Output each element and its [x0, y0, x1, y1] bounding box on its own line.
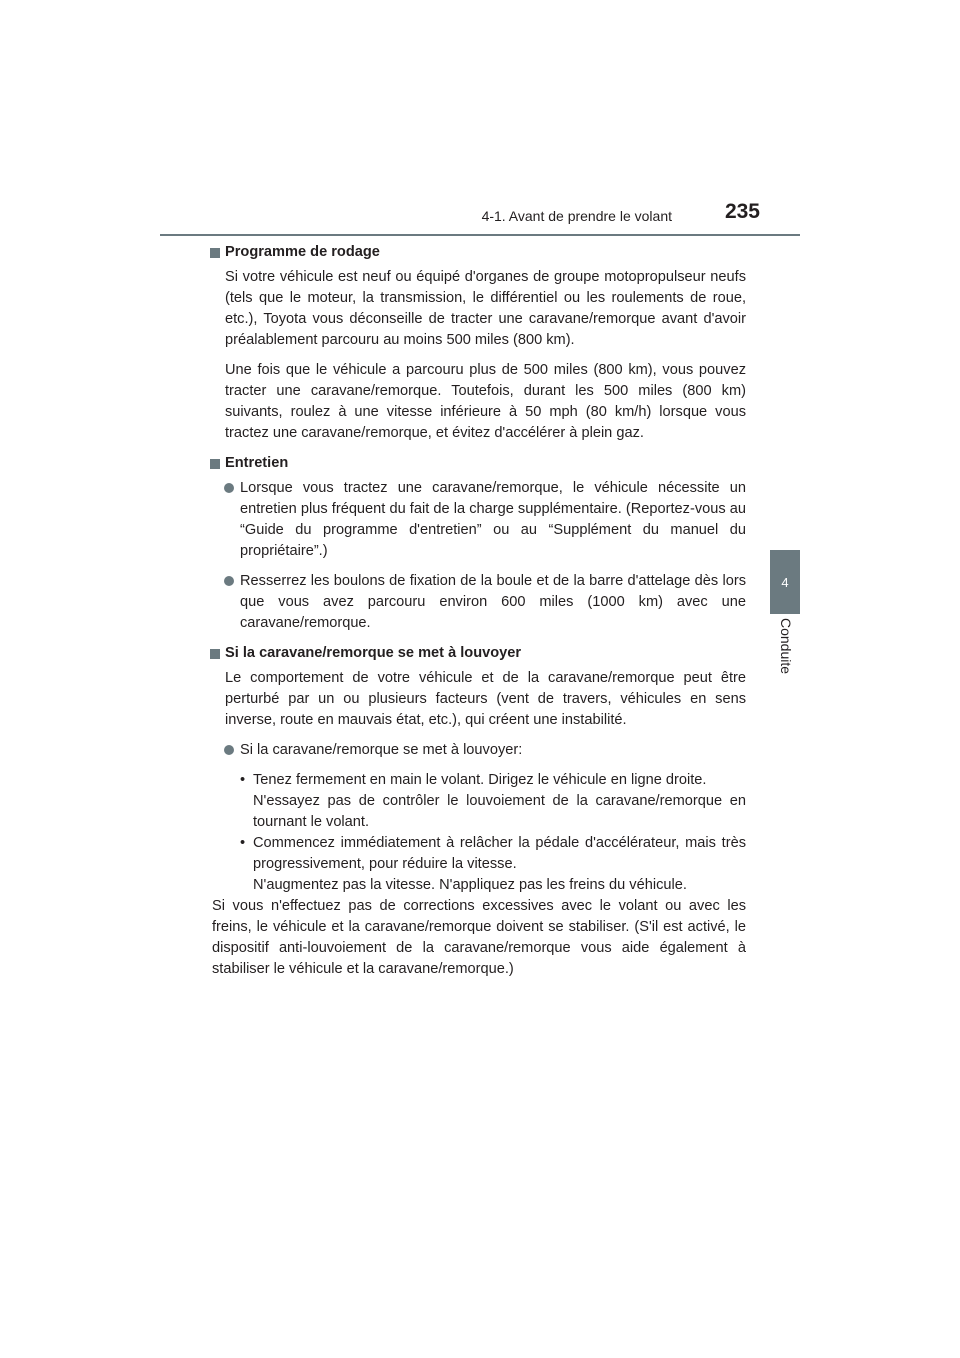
heading-text: Entretien — [225, 455, 289, 471]
sub-bullet: • — [240, 835, 246, 851]
heading-text: Si la caravane/remorque se met à louvoyer — [225, 645, 522, 661]
circle-bullet-icon — [224, 745, 234, 755]
paragraph: Le comportement de votre véhicule et de la caravane/remorque peut être perturbé par un ou plusieurs facteurs (vent de travers, véhicules en sens inverse, route en mauvais état, etc.), qui créent une instabilité. — [225, 670, 746, 728]
sub-item-text: N'augmentez pas la vitesse. N'appliquez pas les freins du véhicule. — [253, 877, 687, 893]
sub-item-text: Tenez fermement en main le volant. Dirigez le véhicule en ligne droite. — [253, 772, 707, 788]
paragraph: Si vous n'effectuez pas de corrections excessives avec le volant ou avec les freins, le véhicule et la caravane/remorque doivent se stabiliser. (S'il est activé, le dispositif anti-louvoiement de la caravane/remorque vous aide également à stabiliser le véhicule et la caravane/remorque.) — [212, 898, 746, 977]
sub-item-text: N'essayez pas de contrôler le louvoiement de la caravane/remorque en tournant le volant. — [253, 793, 746, 830]
section-heading-entretien — [212, 453, 746, 474]
square-bullet-icon — [210, 459, 220, 469]
chapter-label: Conduite — [778, 618, 794, 675]
section-heading-louvoyer — [212, 643, 746, 664]
section-title: 4-1. Avant de prendre le volant — [481, 208, 672, 224]
sub-bullet: • — [240, 772, 246, 788]
paragraph: Si votre véhicule est neuf ou équipé d'organes de groupe motopropulseur neufs (tels que le moteur, la transmission, le différentiel ou les roulements de roue, etc.), Toyota vous déconseille de tracter une caravane/remorque avant d'avoir préalablement parcouru au moins 500 miles (800 km). — [225, 269, 746, 348]
page-number: 235 — [724, 200, 760, 223]
heading-text: Programme de rodage — [225, 244, 380, 260]
list-item-text: Si la caravane/remorque se met à louvoyer: — [240, 742, 523, 758]
square-bullet-icon — [210, 248, 220, 258]
sub-list-item — [212, 770, 746, 833]
paragraph: Une fois que le véhicule a parcouru plus de 500 miles (800 km), vous pouvez tracter une caravane/remorque. Toutefois, durant les 500 miles (800 km) suivants, roulez à une vitesse inférieure à 50 mph (80 km/h) lorsque vous tractez une caravane/remorque, et évitez d'accélérer à plein gaz. — [225, 362, 746, 441]
page-header — [160, 196, 800, 236]
section-heading-rodage — [212, 242, 746, 263]
sub-item-text: Commencez immédiatement à relâcher la pédale d'accélérateur, mais très progressivement, pour réduire la vitesse. — [253, 835, 746, 872]
sub-list-item — [212, 833, 746, 896]
page-content — [212, 242, 746, 980]
list-item — [212, 571, 746, 634]
square-bullet-icon — [210, 649, 220, 659]
list-item — [212, 478, 746, 562]
list-item — [212, 740, 746, 761]
list-item-text: Resserrez les boulons de fixation de la boule et de la barre d'attelage dès lors que vous avez parcouru environ 600 miles (1000 km) avec une caravane/remorque. — [240, 573, 746, 631]
list-item-text: Lorsque vous tractez une caravane/remorque, le véhicule nécessite un entretien plus fréquent du fait de la charge supplémentaire. (Reportez-vous au “Guide du programme d'entretien” ou au “Supplément du manuel du propriétaire”.) — [240, 480, 746, 559]
circle-bullet-icon — [224, 483, 234, 493]
circle-bullet-icon — [224, 576, 234, 586]
chapter-tab[interactable] — [770, 550, 800, 614]
chapter-number: 4 — [781, 574, 789, 590]
